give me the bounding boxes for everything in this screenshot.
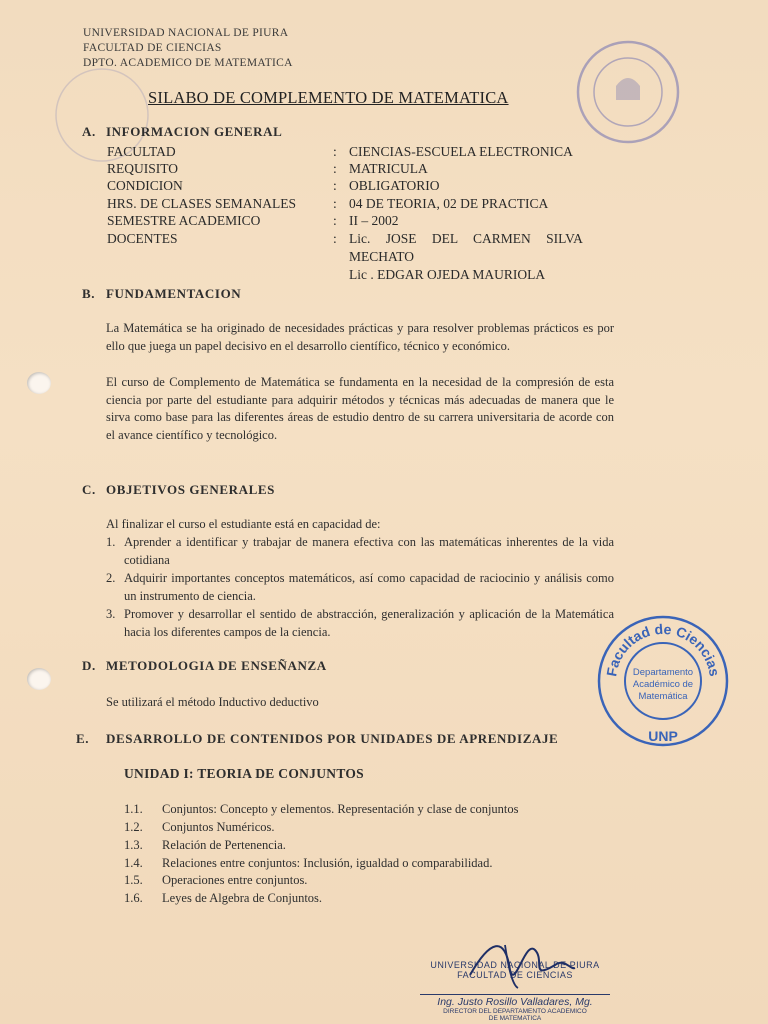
section-c-letter: C. <box>82 482 96 497</box>
objective-text: Promover y desarrollar el sentido de abstracción, generalización y aplicación de la Matemática hacia los diferentes campos de la ciencia. <box>124 607 614 639</box>
punch-hole-bottom <box>27 668 51 690</box>
unit-title: UNIDAD I: TEORIA DE CONJUNTOS <box>124 766 364 781</box>
topic-number: 1.3. <box>124 838 143 852</box>
section-c-heading <box>82 482 275 498</box>
topic-item <box>124 873 307 888</box>
topic-item <box>124 820 275 835</box>
colon: : <box>333 161 337 176</box>
section-a-letter: A. <box>82 124 96 139</box>
signature-university: UNIVERSIDAD NACIONAL DE PIURA <box>430 960 600 970</box>
colon: : <box>333 231 337 246</box>
info-value-docente-1: Lic. JOSE DEL CARMEN SILVA <box>349 231 583 246</box>
signature-block <box>420 950 610 1022</box>
topic-number: 1.6. <box>124 891 143 905</box>
topic-number: 1.2. <box>124 820 143 834</box>
header-university: UNIVERSIDAD NACIONAL DE PIURA <box>83 27 289 39</box>
stamp-inner-line-1: Departamento <box>632 667 694 678</box>
colon: : <box>333 196 337 211</box>
section-e-title: DESARROLLO DE CONTENIDOS POR UNIDADES DE APRENDIZAJE <box>106 731 559 746</box>
topic-item <box>124 856 492 871</box>
stamp-inner-line-3: Matemática <box>638 691 688 702</box>
objective-number: 1. <box>106 535 116 549</box>
page-title: SILABO DE COMPLEMENTO DE MATEMATICA <box>148 88 509 107</box>
section-e-heading <box>76 731 558 747</box>
info-label-horas: HRS. DE CLASES SEMANALES <box>107 196 297 211</box>
signature-role-1: DIRECTOR DEL DEPARTAMENTO ACADEMICO <box>443 1008 587 1015</box>
section-b-heading <box>82 286 241 302</box>
objective-text: Aprender a identificar y trabajar de manera efectiva con las matemáticas inherentes de la vida cotidiana <box>124 535 614 567</box>
colon: : <box>333 144 337 159</box>
fundamentacion-paragraph-1: La Matemática se ha originado de necesidades prácticas y para resolver problemas prácticos es por ello que juega un papel decisivo en el desarrollo científico, técnico y económico. <box>106 321 614 353</box>
topic-text: Relación de Pertenencia. <box>162 838 286 852</box>
info-label-semestre: SEMESTRE ACADEMICO <box>107 213 261 228</box>
info-label-docentes: DOCENTES <box>107 231 178 246</box>
topic-text: Leyes de Algebra de Conjuntos. <box>162 891 323 905</box>
university-seal-stamp <box>574 38 682 146</box>
objective-item-3 <box>106 606 614 641</box>
section-e-letter: E. <box>76 731 90 746</box>
topic-text: Operaciones entre conjuntos. <box>162 873 308 887</box>
fundamentacion-paragraph-2: El curso de Complemento de Matemática se fundamenta en la necesidad de la compresión de esta ciencia por parte del estudiante para adquirir métodos y técnicas más adecuadas de manera que le sirva como base para las diferentes áreas de estudio dentro de su carrera universitaria de acorde con el avance científico y tecnológico. <box>106 375 614 442</box>
topic-text: Conjuntos Numéricos. <box>162 820 275 834</box>
objective-number: 2. <box>106 571 116 585</box>
info-value-docente-2: Lic . EDGAR OJEDA MAURIOLA <box>349 267 546 282</box>
objective-number: 3. <box>106 607 116 621</box>
stamp-bottom-text: UNP <box>648 728 678 744</box>
section-d-letter: D. <box>82 658 96 673</box>
handwritten-signature <box>460 930 580 990</box>
info-value-horas: 04 DE TEORIA, 02 DE PRACTICA <box>349 196 549 211</box>
info-label-requisito: REQUISITO <box>107 161 179 176</box>
objective-item-2 <box>106 570 614 605</box>
objective-text: Adquirir importantes conceptos matemáticos, así como capacidad de raciocinio y análisis como un instrumento de ciencia. <box>124 571 614 603</box>
objective-item-1 <box>106 534 614 569</box>
signature-name: Ing. Justo Rosillo Valladares, Mg. <box>420 994 610 1008</box>
stamp-arc-text: Facultad de Ciencias <box>603 620 723 678</box>
info-value-docente-1-cont: MECHATO <box>349 249 415 264</box>
metodologia-text: Se utilizará el método Inductivo deductivo <box>106 695 319 709</box>
section-a-title: INFORMACION GENERAL <box>106 124 283 139</box>
colon: : <box>333 178 337 193</box>
punch-hole-top <box>27 372 51 394</box>
topic-number: 1.5. <box>124 873 143 887</box>
header-faculty: FACULTAD DE CIENCIAS <box>83 42 222 54</box>
department-stamp <box>594 612 732 750</box>
section-b-title: FUNDAMENTACION <box>106 286 242 301</box>
info-value-requisito: MATRICULA <box>349 161 428 176</box>
topic-number: 1.1. <box>124 802 143 816</box>
info-value-condicion: OBLIGATORIO <box>349 178 440 193</box>
section-a-heading <box>82 124 282 140</box>
section-d-heading <box>82 658 327 674</box>
stamp-inner-line-2: Académico de <box>632 679 694 690</box>
topic-item <box>124 891 322 906</box>
info-value-semestre: II – 2002 <box>349 213 399 228</box>
section-d-title: METODOLOGIA DE ENSEÑANZA <box>106 658 327 673</box>
info-label-condicion: CONDICION <box>107 178 183 193</box>
topic-text: Conjuntos: Concepto y elementos. Representación y clase de conjuntos <box>162 802 519 816</box>
info-label-facultad: FACULTAD <box>107 144 176 159</box>
colon: : <box>333 213 337 228</box>
section-b-letter: B. <box>82 286 96 301</box>
signature-faculty: FACULTAD DE CIENCIAS <box>457 970 573 980</box>
signature-role-2: DE MATEMATICA <box>488 1015 542 1022</box>
header-department: DPTO. ACADEMICO DE MATEMATICA <box>83 57 293 69</box>
topic-item <box>124 802 519 817</box>
objectives-intro: Al finalizar el curso el estudiante está en capacidad de: <box>106 517 381 531</box>
section-c-title: OBJETIVOS GENERALES <box>106 482 275 497</box>
topic-number: 1.4. <box>124 856 143 870</box>
topic-text: Relaciones entre conjuntos: Inclusión, igualdad o comparabilidad. <box>162 856 493 870</box>
topic-item <box>124 838 286 853</box>
info-value-facultad: CIENCIAS-ESCUELA ELECTRONICA <box>349 144 573 159</box>
